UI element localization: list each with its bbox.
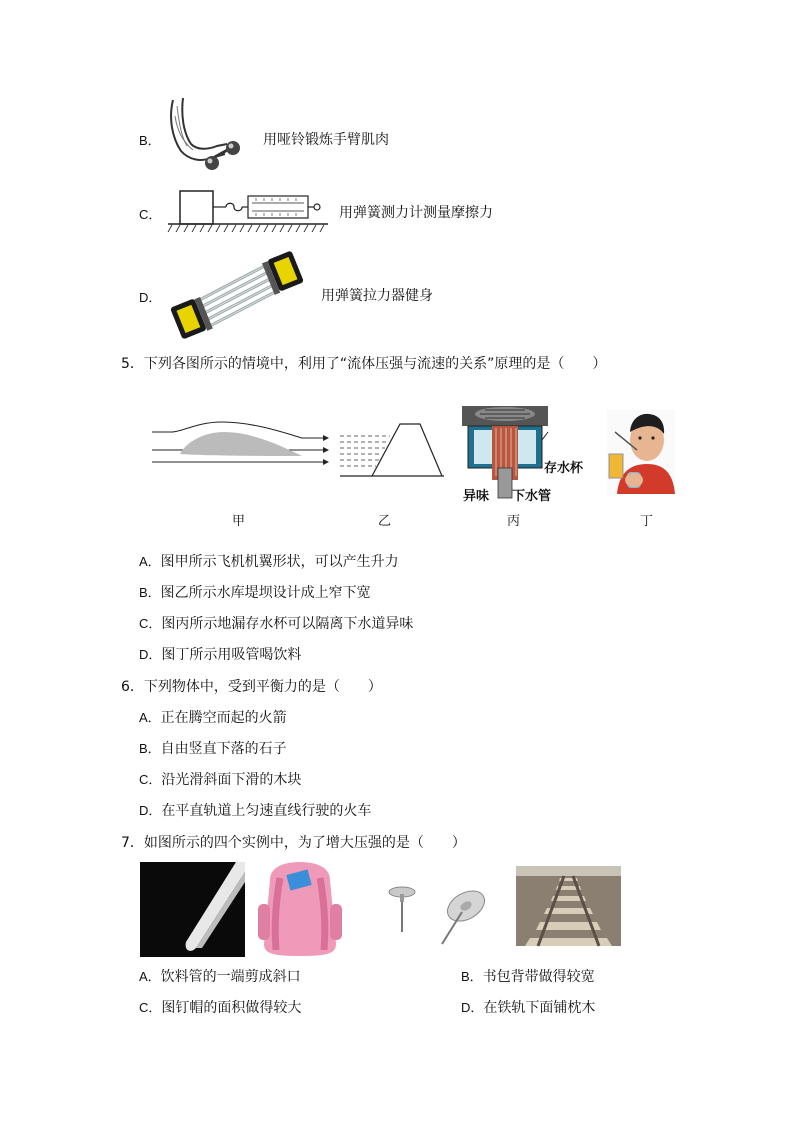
spring-scale-friction-image [168,188,328,236]
option-text-4d: 用弹簧拉力器健身 [321,288,433,304]
option-6c: C．沿光滑斜面下滑的木块 [139,772,302,788]
option-7d: D．在铁轨下面铺枕木 [461,1000,596,1016]
backpack-image [256,860,344,958]
option-7b: B．书包背带做得较宽 [461,969,595,985]
option-7a: A．饮料管的一端剪成斜口 [139,969,301,985]
drain-label-cup: 存水杯 [544,461,584,476]
thumbtacks-image [380,876,494,950]
option-5b: B．图乙所示水库堤坝设计成上窄下宽 [139,585,371,601]
option-6d: D．在平直轨道上匀速直线行驶的火车 [139,803,372,819]
figure-label-ding: 丁 [640,514,654,529]
airplane-wing-figure [152,418,330,474]
option-5d: D．图丁所示用吸管喝饮料 [139,647,302,663]
option-7c: C．图钉帽的面积做得较大 [139,1000,302,1016]
option-letter-4b: B． [139,133,161,148]
option-6b: B．自由竖直下落的石子 [139,741,287,757]
reservoir-dam-figure [340,422,445,478]
figure-label-jia: 甲 [232,514,246,529]
option-letter-4c: C． [139,207,162,222]
option-6a: A．正在腾空而起的火箭 [139,710,287,726]
option-text-4c: 用弹簧测力计测量摩擦力 [339,205,493,221]
figure-label-bing: 丙 [507,514,521,529]
question-7-stem: 7．如图所示的四个实例中，为了增大压强的是（ ） [121,835,466,851]
question-5-stem: 5．下列各图所示的情境中，利用了“流体压强与流速的关系”原理的是（ ） [121,356,607,372]
spring-expander-image [166,256,308,334]
boy-drinking-straw-figure [607,410,675,494]
question-6-stem: 6．下列物体中，受到平衡力的是（ ） [121,679,382,695]
option-5a: A．图甲所示飞机机翼形状，可以产生升力 [139,554,399,570]
option-letter-4d: D． [139,290,162,305]
option-5c: C．图丙所示地漏存水杯可以隔离下水道异味 [139,616,414,632]
drain-label-pipe: 下水管 [512,489,552,504]
option-text-4b: 用哑铃锻炼手臂肌肉 [263,132,389,148]
dumbbell-arm-image [165,96,243,176]
railroad-track-image [516,866,621,946]
straw-image [140,862,245,957]
drain-label-smell: 异味 [463,489,490,504]
figure-label-yi: 乙 [378,514,392,529]
